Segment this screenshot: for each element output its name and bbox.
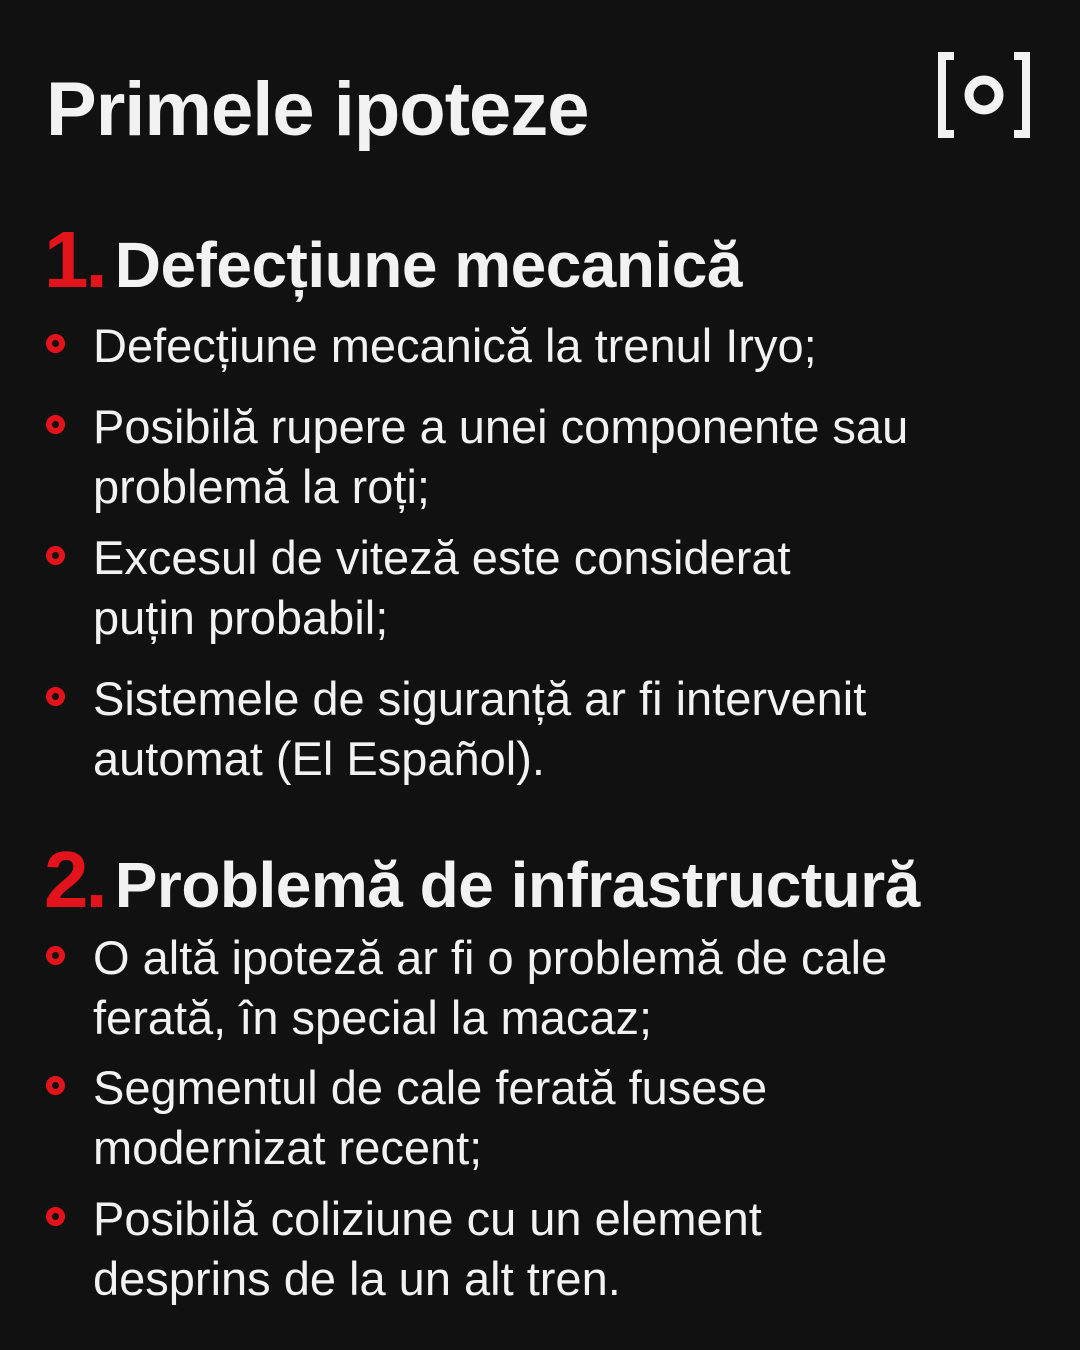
bullet-icon	[46, 334, 65, 353]
list-item-text: Posibilă rupere a unei componente sau problemă la roți;	[93, 400, 909, 513]
bullet-icon	[46, 1076, 65, 1095]
list-item	[46, 669, 1056, 789]
section-heading	[44, 835, 920, 924]
bullet-icon	[46, 415, 65, 434]
bracket-o-logo	[938, 52, 1030, 138]
list-item-text: Defecțiune mecanică la trenul Iryo;	[93, 319, 817, 372]
section-number: 2.	[44, 835, 105, 924]
section-title: Problemă de infrastructură	[114, 849, 920, 921]
list-item	[46, 1058, 1056, 1178]
bullet-icon	[46, 546, 65, 565]
list-item	[46, 528, 1056, 648]
list-item-text: Segmentul de cale ferată fusese modernizat recent;	[93, 1061, 768, 1174]
list-item	[46, 316, 1056, 376]
bullet-icon	[46, 946, 65, 965]
list-item	[46, 397, 1056, 517]
bullet-icon	[46, 687, 65, 706]
section-title: Defecțiune mecanică	[114, 229, 742, 301]
section-heading	[44, 215, 742, 304]
list-item-text: Excesul de viteză este considerat puțin probabil;	[93, 531, 791, 644]
section-number: 1.	[44, 215, 105, 304]
bullet-icon	[46, 1207, 65, 1226]
list-item-text: Sistemele de siguranță ar fi intervenit automat (El Español).	[93, 672, 867, 785]
list-item-text: Posibilă coliziune cu un element desprins de la un alt tren.	[93, 1192, 762, 1305]
list-item	[46, 928, 1056, 1048]
list-item	[46, 1189, 1056, 1309]
page-title: Primele ipoteze	[46, 67, 589, 152]
list-item-text: O altă ipoteză ar fi o problemă de cale ferată, în special la macaz;	[93, 931, 888, 1044]
